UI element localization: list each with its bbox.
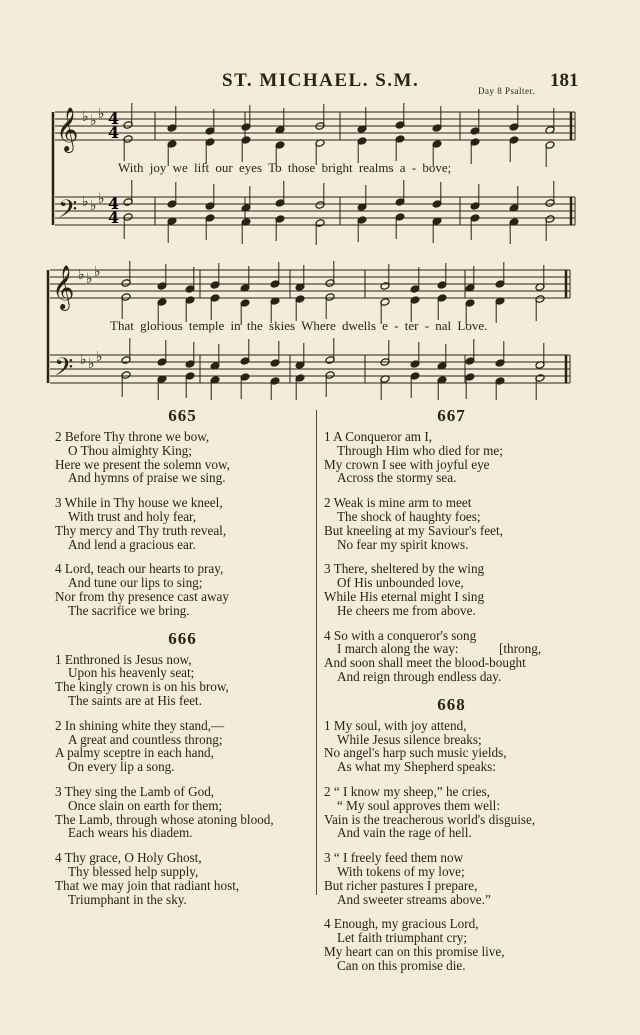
- verse: [324, 851, 579, 906]
- verse-line: Once slain on earth for them;: [68, 797, 223, 813]
- flat-icon: ♭: [88, 356, 95, 372]
- hymn-block: [324, 695, 579, 973]
- verse-line: Vain is the treacherous world's disguise,: [324, 811, 536, 827]
- verse-line: 2 “ I know my sheep,” he cries,: [324, 783, 490, 799]
- verse-line: “ My soul approves them well:: [337, 797, 500, 813]
- meter-note: Day 8 Psalter.: [478, 86, 536, 96]
- verse: [55, 719, 310, 774]
- verse-line: Of His unbounded love,: [337, 575, 464, 591]
- verse-line: But kneeling at my Saviour's feet,: [324, 522, 503, 538]
- time-signature-bottom-bass: 4: [108, 208, 120, 227]
- verse-line: Triumphant in the sky.: [68, 891, 187, 907]
- bass-clef-icon: 𝄢: [54, 353, 74, 388]
- verse-line: O Thou almighty King;: [68, 442, 192, 458]
- verse: [324, 496, 579, 551]
- verse-line: While His eternal might I sing: [324, 588, 485, 604]
- tune-title: ST. MICHAEL. S.M.: [222, 70, 420, 91]
- verse: [55, 496, 310, 551]
- verse-line: No fear my spirit knows.: [337, 536, 469, 552]
- verse-line-text: I march along the way:: [337, 641, 459, 657]
- verse-line: 1 A Conqueror am I,: [324, 429, 433, 444]
- verse: [55, 653, 310, 708]
- hymn-block: [55, 406, 310, 618]
- verse-line: No angel's harp such music yields,: [324, 745, 507, 761]
- verse-line: 2 Weak is mine arm to meet: [324, 495, 472, 511]
- verse-line: Nor from thy presence cast away: [55, 588, 229, 604]
- flat-icon: ♭: [90, 198, 97, 214]
- verse: [324, 785, 579, 840]
- verse-line: The saints are at His feet.: [68, 692, 203, 708]
- verse-line: He cheers me from above.: [337, 602, 476, 618]
- verse-line: That we may join that radiant host,: [55, 877, 240, 893]
- time-signature-top-treble: 4: [108, 109, 120, 128]
- verse-line: The shock of haughty foes;: [337, 508, 481, 524]
- verse-line: With tokens of my love;: [337, 863, 465, 879]
- hymn-number: 665: [168, 406, 197, 425]
- verse-line: Here we present the solemn vow,: [55, 456, 230, 472]
- verse-line: 1 Enthroned is Jesus now,: [55, 651, 192, 667]
- flat-icon: ♭: [80, 352, 87, 368]
- verse-line: 4 Lord, teach our hearts to pray,: [55, 561, 224, 577]
- verse-line: Can on this promise die.: [337, 957, 466, 973]
- hymn-number: 667: [437, 406, 466, 425]
- verse: [55, 430, 310, 485]
- verse: [324, 917, 579, 972]
- page-number: 181: [550, 70, 579, 91]
- verse-line: 3 They sing the Lamb of God,: [55, 783, 215, 799]
- verse-line: And tune our lips to sing;: [68, 575, 203, 591]
- hymn-block: [324, 406, 579, 684]
- verse-line: Across the stormy sea.: [337, 470, 457, 486]
- verse-line: But richer pastures I prepare,: [324, 877, 478, 893]
- hymn-block: [55, 629, 310, 907]
- verse-line: And hymns of praise we sing.: [68, 470, 226, 486]
- verse-line: On every lip a song.: [68, 759, 175, 775]
- verse: [324, 430, 579, 485]
- verse-line: And reign through endless day.: [337, 668, 502, 684]
- verse-line: [324, 642, 579, 656]
- treble-clef-icon: 𝄞: [52, 265, 75, 309]
- music-score: [0, 0, 640, 400]
- verse-line: My heart can on this promise live,: [324, 943, 505, 959]
- verse-line: 2 In shining white they stand,—: [55, 717, 225, 733]
- verse: [324, 719, 579, 774]
- lyrics-line-1: With joy we lift our eyes To those bright realms a - bove;: [118, 160, 452, 175]
- time-signature-bottom-treble: 4: [108, 123, 120, 142]
- verse: [324, 562, 579, 617]
- verse-line: 1 My soul, with joy attend,: [324, 717, 467, 733]
- verse-line: With trust and holy fear,: [68, 508, 197, 524]
- verse-line: 3 “ I freely feed them now: [324, 850, 464, 866]
- verse-line: Let faith triumphant cry;: [337, 930, 468, 946]
- flat-icon: ♭: [98, 106, 105, 122]
- treble-clef-icon: 𝄞: [56, 107, 79, 151]
- flat-icon: ♭: [98, 191, 105, 207]
- verse-line: And lend a gracious ear.: [68, 536, 196, 552]
- verse-line: And vain the rage of hell.: [337, 825, 472, 841]
- left-column: [55, 406, 310, 917]
- verse-line: A palmy sceptre in each hand,: [55, 745, 214, 761]
- column-divider: [316, 410, 317, 895]
- verse-line: Upon his heavenly seat;: [68, 665, 195, 681]
- flat-icon: ♭: [94, 264, 101, 280]
- flat-icon: ♭: [78, 267, 85, 283]
- verse-line: As what my Shepherd speaks:: [337, 759, 496, 775]
- verse-line: 3 While in Thy house we kneel,: [55, 495, 223, 511]
- runover-bracket: [throng,: [499, 641, 542, 657]
- flat-icon: ♭: [90, 113, 97, 129]
- verse-line: And sweeter streams above.”: [337, 891, 491, 907]
- verse-line: A great and countless throng;: [68, 731, 223, 747]
- verse-line: 4 So with a conqueror's song: [324, 627, 477, 643]
- flat-icon: ♭: [82, 109, 89, 125]
- right-column: [324, 406, 579, 984]
- verse-line: The kingly crown is on his brow,: [55, 679, 229, 695]
- verse-line: Thy blessed help supply,: [68, 863, 199, 879]
- verse: [55, 851, 310, 906]
- verse-line: 3 There, sheltered by the wing: [324, 561, 485, 577]
- flat-icon: ♭: [96, 349, 103, 365]
- flat-icon: ♭: [86, 271, 93, 287]
- verse-line: The sacrifice we bring.: [68, 602, 190, 618]
- verse: [324, 629, 579, 684]
- verse-line: Each wears his diadem.: [68, 825, 193, 841]
- verse-line: Thy mercy and Thy truth reveal,: [55, 522, 227, 538]
- verse-line: The Lamb, through whose atoning blood,: [55, 811, 274, 827]
- hymn-number: 668: [437, 694, 466, 714]
- verse-line: My crown I see with joyful eye: [324, 456, 490, 472]
- bass-clef-icon: 𝄢: [58, 195, 78, 230]
- verse-line: While Jesus silence breaks;: [337, 731, 482, 747]
- verse-line: Through Him who died for me;: [337, 442, 503, 458]
- verse-line: 2 Before Thy throne we bow,: [55, 429, 210, 444]
- verse: [55, 562, 310, 617]
- time-signature-top-bass: 4: [108, 194, 120, 213]
- flat-icon: ♭: [82, 194, 89, 210]
- verse-line: 4 Enough, my gracious Lord,: [324, 916, 479, 932]
- hymn-number: 666: [168, 628, 197, 648]
- verse-line: And soon shall meet the blood-bought: [324, 655, 526, 671]
- lyrics-line-2: That glorious temple in the skies Where dwells e - ter - nal Love.: [110, 318, 488, 333]
- verse: [55, 785, 310, 840]
- verse-line: 4 Thy grace, O Holy Ghost,: [55, 850, 202, 866]
